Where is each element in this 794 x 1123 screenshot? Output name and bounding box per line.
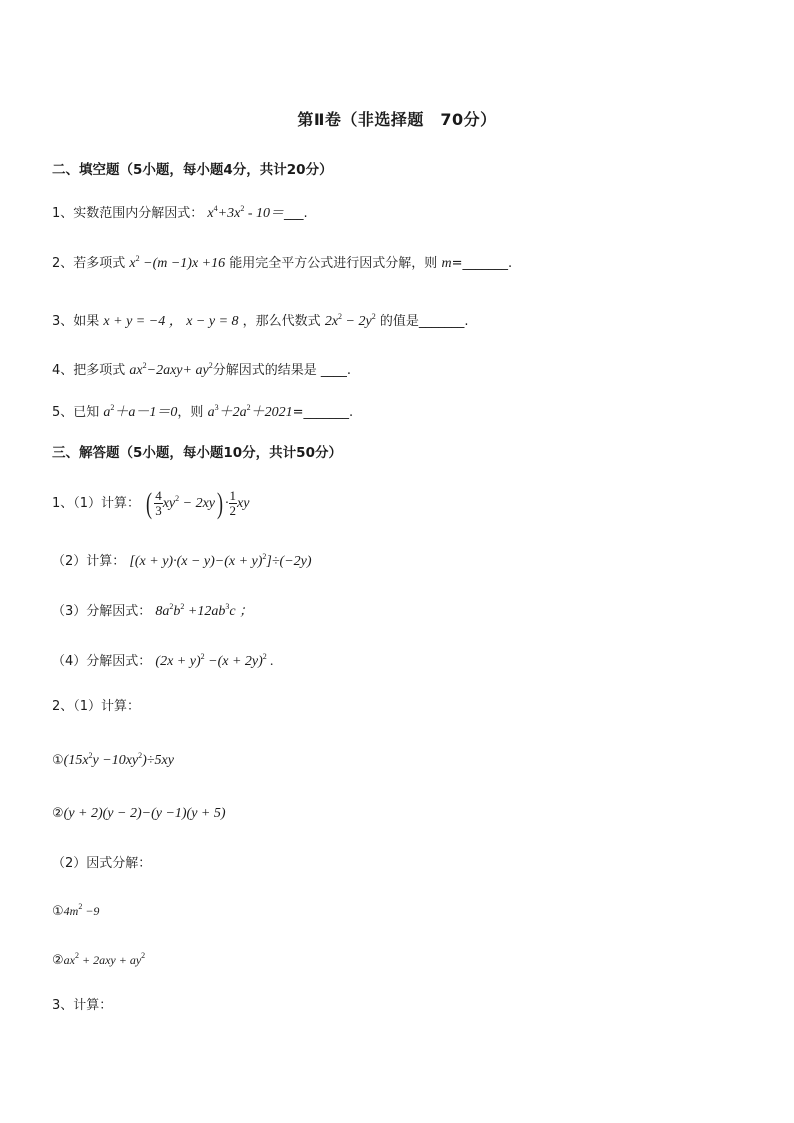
question-4-blank: ____ bbox=[320, 363, 347, 378]
solve-2-part-2-label: （2）因式分解： bbox=[52, 856, 152, 871]
question-5-mid: ，则 bbox=[177, 405, 204, 420]
question-3-mid: ，那么代数式 bbox=[242, 314, 321, 329]
solve-1-part-4 bbox=[52, 648, 274, 671]
page-title: 第Ⅱ卷（非选择题 70分） bbox=[297, 110, 497, 129]
question-1-expression: $x^4+3x^2 - 10=$ bbox=[207, 204, 284, 221]
question-2-blank: =_______ bbox=[451, 256, 508, 271]
question-3-end: . bbox=[464, 314, 469, 329]
question-5-condition: $a^2+a-1=0$ bbox=[103, 403, 178, 420]
circle-number-2: ② bbox=[52, 806, 64, 821]
question-3-expression: $2x^2 - 2y^2$ bbox=[324, 312, 376, 329]
fraction-1-2: $\frac{1}{2}$ bbox=[229, 488, 236, 518]
question-4-end: . bbox=[346, 363, 351, 378]
solve-1-part-2 bbox=[52, 548, 312, 571]
circle-number-1: ① bbox=[52, 753, 64, 768]
question-4-suffix: 分解因式的结果是 bbox=[212, 363, 317, 378]
solve-1-part-2-label: （2）计算： bbox=[52, 554, 126, 569]
question-4-prefix: 4、把多项式 bbox=[52, 363, 126, 378]
solve-1-part-3-label: （3）分解因式： bbox=[52, 604, 152, 619]
solve-1-part-4-expression: $(2x + y)^2 -(x + 2y)^2$ . bbox=[155, 652, 274, 669]
solve-1-part-4-label: （4）分解因式： bbox=[52, 654, 152, 669]
solve-1-part-2-expression: $[(x + y)\cdot(x - y)-(x + y)^2]\div(-2y)$ bbox=[129, 552, 312, 569]
solve-2-factor-1-expression: $4m^2 -9$ bbox=[63, 902, 100, 918]
question-5 bbox=[52, 399, 353, 422]
question-3 bbox=[52, 308, 469, 331]
fraction-4-3: $\frac{4}{3}$ bbox=[155, 488, 162, 518]
solve-2-item-1-expression: $(15x^2y -10xy^2)\div 5xy$ bbox=[63, 751, 174, 768]
solve-1-part-3-expression: $8a^2b^2 +12ab^3c$ ； bbox=[155, 602, 254, 619]
solve-2-factor-2 bbox=[52, 947, 145, 970]
left-paren: ( bbox=[146, 486, 153, 520]
solve-2-item-2-expression: (y + 2)(y − 2)−(y −1)(y + 5) bbox=[63, 806, 226, 821]
question-5-expression: $a^3+2a^2+2021$ bbox=[207, 403, 293, 420]
question-3-prefix: 3、如果 bbox=[52, 314, 100, 329]
question-4 bbox=[52, 357, 351, 380]
question-1 bbox=[52, 200, 308, 223]
solve-2-factor-1 bbox=[52, 898, 99, 921]
question-1-end: . bbox=[303, 206, 308, 221]
question-2-end: . bbox=[507, 256, 513, 271]
question-2-prefix: 2、若多项式 bbox=[52, 256, 126, 271]
question-2-expression: $x^2 -(m -1)x +16$ bbox=[129, 254, 226, 271]
solve-2-factor-2-expression: $ax^2 + 2axy + ay^2$ bbox=[63, 951, 146, 967]
question-2-var: m bbox=[441, 256, 452, 271]
solve-2-part-1-label: 2、（1）计算： bbox=[52, 699, 141, 714]
solve-2-item-2 bbox=[52, 805, 226, 823]
question-5-end: . bbox=[348, 405, 354, 420]
section-heading-solve: 三、解答题（5小题，每小题10分，共计50分） bbox=[52, 445, 342, 461]
question-5-blank: =_______ bbox=[292, 405, 349, 420]
solve-1-part-1: 1、（1）计算： ( $\frac{4}{3}$ $xy^2 - 2xy$) · $\frac{1}{2}$ xy bbox=[52, 486, 250, 520]
question-4-expression: $ax^2-2axy+ ay^2$ bbox=[129, 361, 213, 378]
right-paren: ) bbox=[217, 486, 223, 520]
question-2-mid: 能用完全平方公式进行因式分解，则 bbox=[229, 256, 438, 271]
section-heading-fill-blank: 二、填空题（5小题，每小题4分，共计20分） bbox=[52, 162, 333, 178]
circle-number-2b: ② bbox=[52, 953, 64, 968]
question-2 bbox=[52, 250, 512, 273]
solve-3-label: 3、计算： bbox=[52, 998, 113, 1013]
question-1-prefix: 1、实数范围内分解因式： bbox=[52, 206, 204, 221]
question-3-suffix: 的值是_______ bbox=[379, 314, 465, 329]
solve-2-item-1 bbox=[52, 747, 174, 770]
circle-number-1b: ① bbox=[52, 904, 64, 919]
question-3-condition: x + y = −4 ， x − y = 8 bbox=[103, 314, 239, 329]
solve-1-part-1-label: 1、（1）计算： bbox=[52, 496, 141, 511]
question-1-blank: ___ bbox=[283, 206, 304, 221]
solve-1-part-3 bbox=[52, 598, 253, 621]
question-5-prefix: 5、已知 bbox=[52, 405, 100, 420]
